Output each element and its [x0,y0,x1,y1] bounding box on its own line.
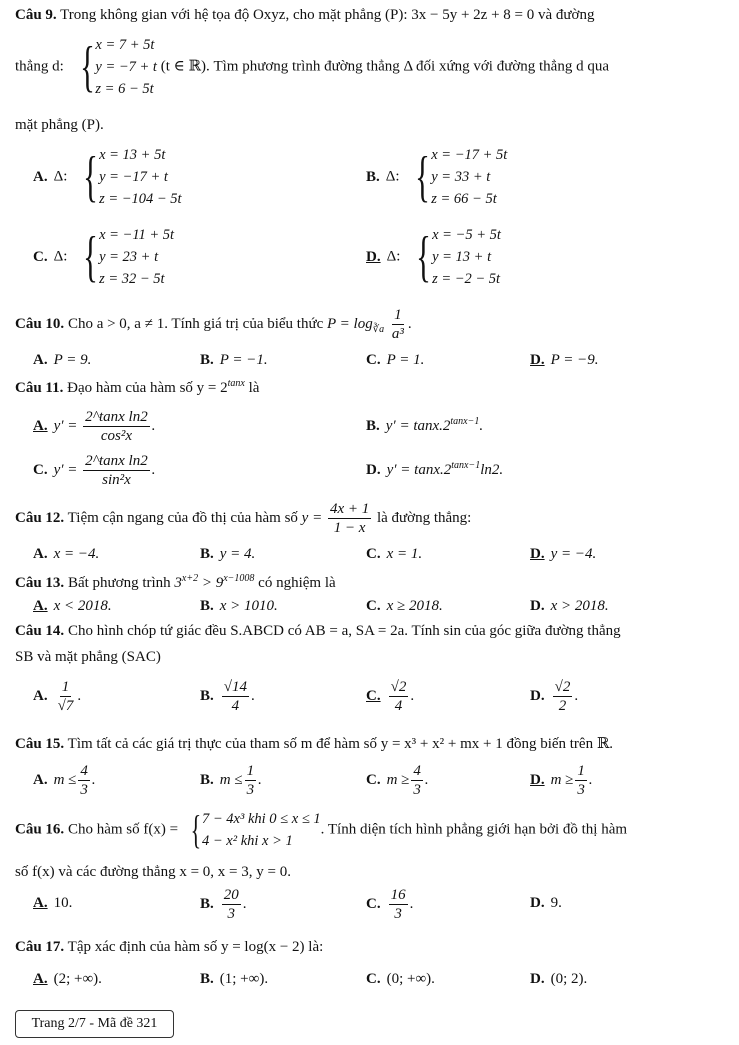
q10-option-c[interactable]: C. P = 1. [366,352,425,368]
q14-option-b[interactable]: B. $\frac{√14}{4}$ . [200,679,255,714]
q16-line2: số f(x) và các đường thẳng x = 0, x = 3, y = 0. [15,864,291,880]
q11-option-b[interactable]: B. $y' = \tan x.2^{tanx-1}$. [366,416,484,434]
q16-option-b[interactable]: B. $\frac{20}{3}$ . [200,887,247,922]
q10-option-a[interactable]: A. P = 9. [33,352,92,368]
q15-option-d[interactable]: D. m ≥ $\frac{1}{3}$ . [530,763,593,798]
q15-option-b[interactable]: B. m ≤ $\frac{1}{3}$ . [200,763,262,798]
q13-stem: Câu 13. Bất phương trình $3^{x+2} > 9^{x-1008}$ có nghiệm là [15,573,336,591]
q17-option-c[interactable]: C. (0; +∞). [366,971,435,987]
q12-option-c[interactable]: C. x = 1. [366,546,423,562]
q10-option-d[interactable]: D. P = −9. [530,352,599,368]
q10-option-b[interactable]: B. P = −1. [200,352,268,368]
q17-option-b[interactable]: B. (1; +∞). [200,971,269,987]
q13-option-c[interactable]: C. x ≥ 2018. [366,598,443,614]
q17-option-a[interactable]: A. (2; +∞). [33,971,102,987]
q15-stem: Câu 15. Tìm tất cả các giá trị thực của tham số m để hàm số y = x³ + x² + mx + 1 đồng biến trên ℝ. [15,736,614,752]
q16-option-d[interactable]: D. 9. [530,895,562,911]
q11-stem: Câu 11. Đạo hàm của hàm số $y = 2^{tanx}$ là [15,378,260,396]
q16-option-a[interactable]: A. 10. [33,895,73,911]
q9-line-d: thẳng d: { x = 7 + 5t y = −7 + t z = 6 − 5t (t ∈ ℝ). Tìm phương trình đường thẳng Δ đối xứng với đường thẳng d qua [15,36,609,98]
q11-option-d[interactable]: D. $y' = \tan x.2^{tanx-1}\ln 2$. [366,460,504,478]
q9-option-a[interactable]: A. Δ: { x = 13 + 5t y = −17 + t z = −104 − 5t [33,146,182,208]
q13-option-b[interactable]: B. x > 1010. [200,598,278,614]
q12-option-d[interactable]: D. y = −4. [530,546,597,562]
q17-stem: Câu 17. Tập xác định của hàm số y = log(x − 2) là: [15,939,324,955]
q11-option-a[interactable]: A. y′ = $\frac{\text{2\textasciicircum{}tanx ln2}}{\text{cos²x}}$ . [33,409,156,444]
q12-option-b[interactable]: B. y = 4. [200,546,256,562]
page-footer: Trang 2/7 - Mã đề 321 [15,1010,174,1038]
q14-line2: SB và mặt phẳng (SAC) [15,649,161,665]
q10-stem: Câu 10. Cho a > 0, a ≠ 1. Tính giá trị của biểu thức $P = \log_{∛a}$ $\frac{1}{\text{a³}}$ . [15,307,412,342]
q16-stem: Câu 16. Cho hàm số f(x) = { 7 − 4x³ khi 0 ≤ x ≤ 1 4 − x² khi x > 1 . Tính diện tích hình phẳng giới hạn bởi đồ thị hàm [15,807,628,852]
q9-intro: Câu 9. Trong không gian với hệ tọa độ Oxyz, cho mặt phẳng (P): 3x − 5y + 2z + 8 = 0 và đường [15,7,595,23]
q15-option-c[interactable]: C. m ≥ $\frac{4}{3}$ . [366,763,429,798]
q9-option-b[interactable]: B. Δ: { x = −17 + 5t y = 33 + t z = 66 − 5t [366,146,508,208]
q11-option-c[interactable]: C. y′ = $\frac{\text{2\textasciicircum{}tanx ln2}}{\text{sin²x}}$ . [33,453,156,488]
q9-option-c[interactable]: C. Δ: { x = −11 + 5t y = 23 + t z = 32 − 5t [33,226,175,288]
q13-option-a[interactable]: A. x < 2018. [33,598,112,614]
q15-option-a[interactable]: A. m ≤ $\frac{4}{3}$ . [33,763,96,798]
q14-option-a[interactable]: A. $\frac{1}{√7}$ . [33,679,82,714]
q12-option-a[interactable]: A. x = −4. [33,546,100,562]
q12-stem: Câu 12. Tiệm cận ngang của đồ thị của hàm số y = $\frac{4x + 1}{1 - x}$ là đường thẳng: [15,501,472,536]
q16-option-c[interactable]: C. $\frac{16}{3}$ . [366,887,414,922]
q13-option-d[interactable]: D. x > 2018. [530,598,609,614]
q9-option-d[interactable]: D. Δ: { x = −5 + 5t y = 13 + t z = −2 − 5t [366,226,501,288]
q14-stem: Câu 14. Cho hình chóp tứ giác đều S.ABCD có AB = a, SA = 2a. Tính sin của góc giữa đường thẳng [15,623,621,639]
q14-option-d[interactable]: D. $\frac{√2}{2}$ . [530,679,579,714]
q14-option-c[interactable]: C. $\frac{√2}{4}$ . [366,679,415,714]
q17-option-d[interactable]: D. (0; 2). [530,971,588,987]
q9-end: mặt phẳng (P). [15,117,104,133]
